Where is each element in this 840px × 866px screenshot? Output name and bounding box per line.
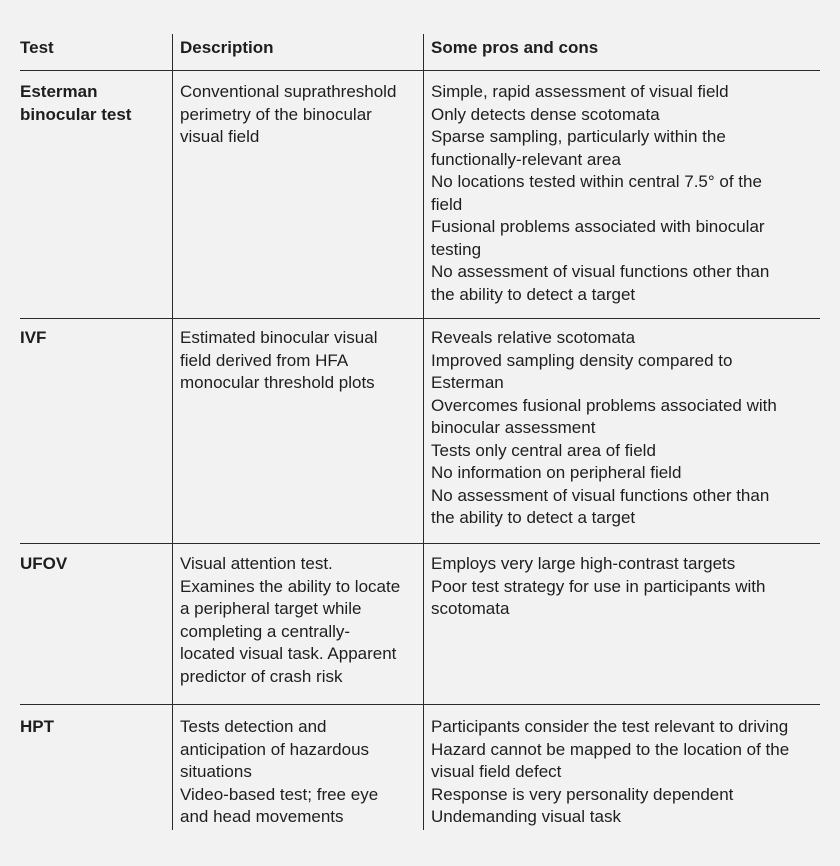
pros-cons-line: Esterman bbox=[431, 373, 504, 392]
header-pros-cons: Some pros and cons bbox=[423, 34, 820, 70]
test-name-line: Esterman bbox=[20, 82, 98, 101]
description-cell bbox=[172, 544, 423, 704]
description-line: Visual attention test. bbox=[180, 554, 333, 573]
test-name-cell bbox=[20, 319, 172, 543]
pros-cons-line: Reveals relative scotomata bbox=[431, 328, 636, 347]
pros-cons-line: Sparse sampling, particularly within the bbox=[431, 127, 726, 146]
description-line: anticipation of hazardous bbox=[180, 739, 370, 759]
pros-cons-line: testing bbox=[431, 239, 482, 259]
description-line: Video-based test; free eye bbox=[180, 784, 379, 804]
pros-cons-cell bbox=[423, 319, 820, 543]
description-line: predictor of crash risk bbox=[180, 666, 343, 686]
table-row-esterman bbox=[20, 71, 820, 319]
description-line: monocular threshold plots bbox=[180, 373, 375, 392]
pros-cons-line: functionally-relevant area bbox=[431, 149, 621, 169]
description-line: Conventional suprathreshold bbox=[180, 82, 397, 101]
pros-cons-line: Overcomes fusional problems associated with bbox=[431, 395, 777, 415]
test-name-line: UFOV bbox=[20, 554, 68, 573]
pros-cons-line: Employs very large high-contrast targets bbox=[431, 554, 736, 573]
pros-cons-line: No information on peripheral field bbox=[431, 463, 682, 482]
pros-cons-line: the ability to detect a target bbox=[431, 508, 636, 527]
pros-cons-line: visual field defect bbox=[431, 762, 562, 781]
pros-cons-cell bbox=[423, 705, 820, 830]
test-name-line: HPT bbox=[20, 717, 54, 736]
pros-cons-cell bbox=[423, 544, 820, 704]
test-name-line: binocular test bbox=[20, 104, 132, 124]
pros-cons-line: Improved sampling density compared to bbox=[431, 350, 733, 370]
test-name-line: IVF bbox=[20, 328, 47, 347]
header-test: Test bbox=[20, 38, 54, 57]
pros-cons-line: Simple, rapid assessment of visual field bbox=[431, 82, 729, 101]
pros-cons-cell bbox=[423, 71, 820, 318]
description-line: completing a centrally- bbox=[180, 621, 351, 641]
header-description: Description bbox=[172, 34, 423, 70]
test-name-cell bbox=[20, 705, 172, 830]
pros-cons-line: Poor test strategy for use in participants with bbox=[431, 576, 766, 596]
pros-cons-line: scotomata bbox=[431, 599, 510, 618]
table-row-ivf bbox=[20, 319, 820, 544]
pros-cons-line: No locations tested within central 7.5° of the bbox=[431, 172, 762, 191]
pros-cons-line: No assessment of visual functions other than bbox=[431, 485, 770, 505]
description-cell bbox=[172, 71, 423, 318]
description-line: visual field bbox=[180, 127, 260, 146]
pros-cons-line: Response is very personality dependent bbox=[431, 784, 734, 804]
description-line: field derived from HFA bbox=[180, 350, 349, 370]
test-name-cell bbox=[20, 544, 172, 704]
description-line: located visual task. Apparent bbox=[180, 644, 397, 663]
pros-cons-line: Tests only central area of field bbox=[431, 440, 656, 460]
pros-cons-line: Hazard cannot be mapped to the location of the bbox=[431, 739, 790, 759]
description-line: and head movements bbox=[180, 807, 344, 826]
table-row-ufov bbox=[20, 544, 820, 705]
table-row-hpt bbox=[20, 705, 820, 830]
pros-cons-line: No assessment of visual functions other than bbox=[431, 262, 770, 281]
description-line: perimetry of the binocular bbox=[180, 104, 372, 124]
pros-cons-line: binocular assessment bbox=[431, 418, 596, 437]
test-name-cell bbox=[20, 71, 172, 318]
description-line: Tests detection and bbox=[180, 717, 327, 736]
description-line: a peripheral target while bbox=[180, 599, 362, 618]
pros-cons-line: Only detects dense scotomata bbox=[431, 104, 660, 124]
description-line: Examines the ability to locate bbox=[180, 576, 401, 596]
description-line: Estimated binocular visual bbox=[180, 328, 378, 347]
table-header-row bbox=[20, 34, 820, 71]
pros-cons-line: field bbox=[431, 194, 463, 214]
pros-cons-line: the ability to detect a target bbox=[431, 284, 636, 304]
pros-cons-line: Fusional problems associated with binocular bbox=[431, 217, 765, 236]
pros-cons-line: Participants consider the test relevant to driving bbox=[431, 717, 789, 736]
pros-cons-line: Undemanding visual task bbox=[431, 807, 621, 826]
comparison-table bbox=[20, 34, 820, 830]
description-line: situations bbox=[180, 762, 252, 781]
description-cell bbox=[172, 319, 423, 543]
description-cell bbox=[172, 705, 423, 830]
